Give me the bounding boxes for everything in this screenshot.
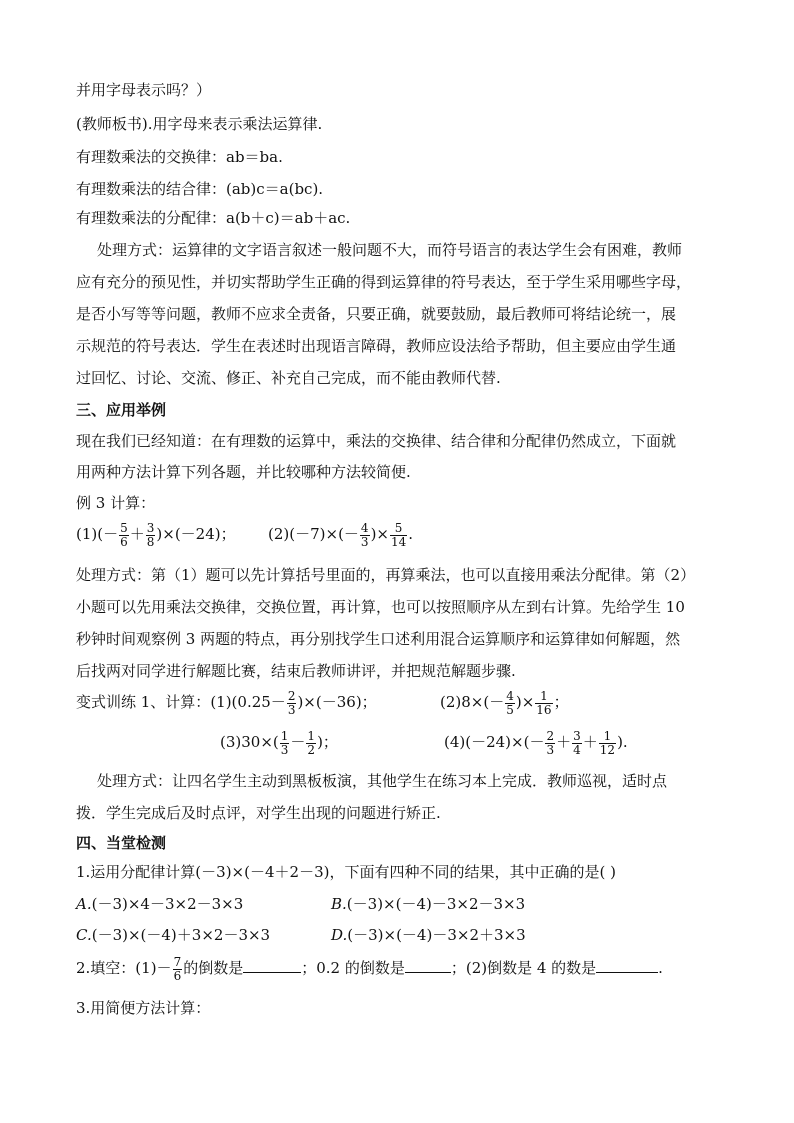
option-c: C.(－3)×(－4)＋3×2－3×3 — [76, 926, 271, 944]
fraction: $\frac{5}{6}$ — [120, 520, 128, 549]
option-a: A.(－3)×4－3×2－3×3 — [76, 895, 244, 913]
drill-q2: (2)8×(－ $\frac{4}{5}$ )× $\frac{1}{16}$ ； — [440, 688, 569, 717]
fraction: $\frac{4}{5}$ — [506, 688, 514, 717]
fraction: $\frac{5}{14}$ — [390, 520, 407, 549]
quiz-question-1: 1.运用分配律计算(－3)×(－4＋2－3)，下面有四种不同的结果，其中正确的是( ) — [76, 863, 616, 881]
intro-line-1: 并用字母表示吗？） — [76, 81, 212, 99]
example-label: 例 3 计算： — [76, 494, 156, 512]
fraction: $\frac{4}{3}$ — [360, 520, 369, 549]
fraction: $\frac{2}{3}$ — [546, 728, 555, 757]
fraction: $\frac{3}{4}$ — [573, 728, 581, 757]
fraction: $\frac{3}{8}$ — [146, 520, 155, 549]
drill-q4: (4)(－24)×(－ $\frac{2}{3}$ ＋ $\frac{3}{4}$ ＋ $\frac{1}{12}$ ). — [444, 728, 628, 757]
intro-line-2: (教师板书).用字母来表示乘法运算律. — [76, 115, 323, 133]
process1-line: 过回忆、讨论、交流、修正、补充自己完成，而不能由教师代替. — [76, 369, 501, 387]
quiz-question-2: 2.填空：(1)－ $\frac{7}{6}$ 的倒数是 ；0.2 的倒数是 ；(2)倒数是 4 的数是 . — [76, 954, 663, 983]
fraction: $\frac{1}{12}$ — [599, 728, 616, 757]
section4-heading: 四、当堂检测 — [76, 834, 167, 852]
fraction: $\frac{1}{3}$ — [280, 728, 289, 757]
answer-blank[interactable] — [405, 958, 451, 973]
process3-line: 处理方式：让四名学生主动到黑板板演，其他学生在练习本上完成．教师巡视，适时点 — [97, 772, 668, 790]
fraction: $\frac{1}{2}$ — [307, 728, 316, 757]
process2-line: 后找两对同学进行解题比赛，结束后教师讲评，并把规范解题步骤. — [76, 662, 516, 680]
process1-line: 应有充分的预见性，并切实帮助学生正确的得到运算律的符号表达，至于学生采用哪些字母， — [76, 273, 692, 291]
commutative-law: 有理数乘法的交换律：ab＝ba. — [76, 148, 283, 166]
option-b: B.(－3)×(－4)－3×2－3×3 — [331, 895, 526, 913]
process1-line: 示规范的符号表达．学生在表述时出现语言障碍，教师应设法给予帮助，但主要应由学生通 — [76, 337, 677, 355]
section3-para: 用两种方法计算下列各题，并比较哪种方法较简便. — [76, 463, 411, 481]
section3-para: 现在我们已经知道：在有理数的运算中，乘法的交换律、结合律和分配律仍然成立，下面就 — [76, 432, 677, 450]
fraction: $\frac{1}{16}$ — [536, 688, 552, 717]
process1-line: 是否小写等等问题，教师不应求全责备，只要正确，就要鼓励，最后教师可将结论统一，展 — [76, 305, 677, 323]
process2-line: 秒钟时间观察例 3 两题的特点，再分别找学生口述利用混合运算顺序和运算律如何解题，然 — [76, 630, 681, 648]
answer-blank[interactable] — [243, 958, 301, 973]
drill-row-1: 变式训练 1、计算：(1)(0.25－ $\frac{2}{3}$ )×(－36)； — [76, 688, 377, 717]
quiz-question-3: 3.用简便方法计算： — [76, 999, 211, 1017]
drill-label: 变式训练 1、计算： — [76, 693, 211, 711]
section3-heading: 三、应用举例 — [76, 401, 167, 419]
answer-blank[interactable] — [596, 958, 658, 973]
option-d: D.(－3)×(－4)－3×2＋3×3 — [331, 926, 526, 944]
process1-line: 处理方式：运算律的文字语言叙述一般问题不大，而符号语言的表达学生会有困难，教师 — [97, 241, 683, 259]
process2-line: 小题可以先用乘法交换律，交换位置，再计算，也可以按照顺序从左到右计算。先给学生 10 — [76, 598, 685, 616]
process3-line: 拨．学生完成后及时点评，对学生出现的问题进行矫正. — [76, 804, 441, 822]
fraction: $\frac{7}{6}$ — [173, 954, 182, 983]
example-expression-2: (2)(－7)×(－ $\frac{4}{3}$ )× $\frac{5}{14}$ . — [268, 520, 414, 549]
distributive-law: 有理数乘法的分配律：a(b＋c)＝ab＋ac. — [76, 209, 351, 227]
process2-line: 处理方式：第（1）题可以先计算括号里面的，再算乘法，也可以直接用乘法分配律。第（2） — [76, 566, 696, 584]
example-expression-1: (1)(－ $\frac{5}{6}$ ＋ $\frac{3}{8}$ )×(－24)； — [76, 520, 236, 549]
drill-q3: (3)30×( $\frac{1}{3}$ － $\frac{1}{2}$ )； — [220, 728, 338, 757]
fraction: $\frac{2}{3}$ — [287, 688, 296, 717]
associative-law: 有理数乘法的结合律：(ab)c＝a(bc). — [76, 180, 324, 198]
